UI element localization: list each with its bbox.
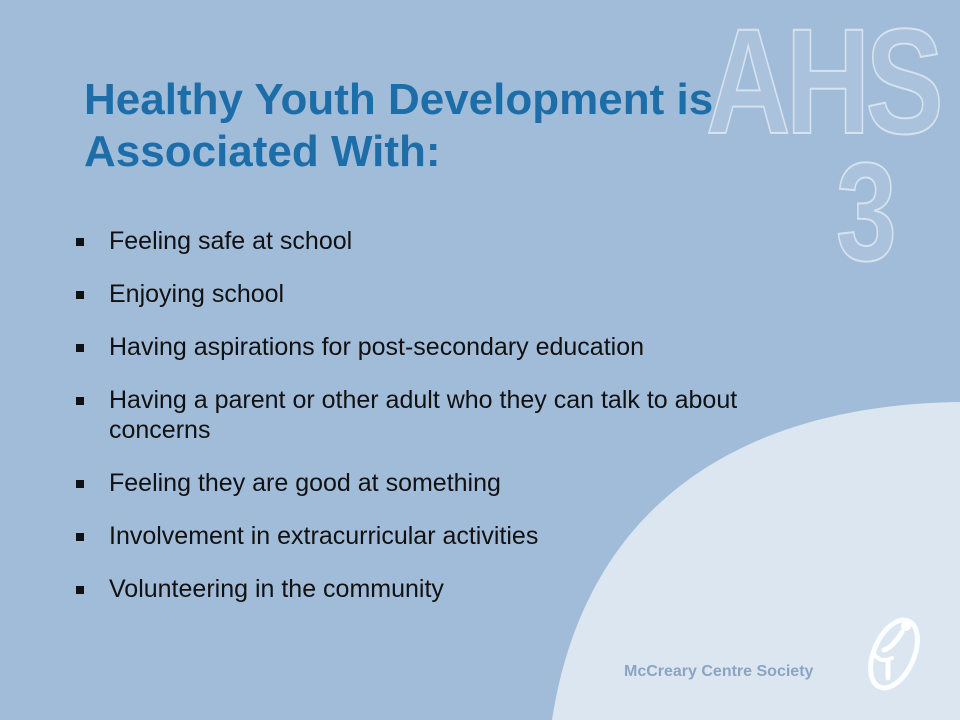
bullet-item xyxy=(76,468,796,498)
bullet-text: Feeling safe at school xyxy=(109,227,353,255)
square-bullet-icon xyxy=(76,586,84,594)
square-bullet-icon xyxy=(76,397,84,405)
bullet-item xyxy=(76,332,796,362)
bullet-text: Having aspirations for post-secondary education xyxy=(109,333,645,361)
bullet-item xyxy=(76,385,796,445)
bullet-item xyxy=(76,521,796,551)
mccreary-logo-icon xyxy=(858,608,938,698)
bullet-text: Enjoying school xyxy=(109,280,285,308)
square-bullet-icon xyxy=(76,480,84,488)
square-bullet-icon xyxy=(76,344,84,352)
watermark-ahs: AHS xyxy=(706,0,939,165)
bullet-item xyxy=(76,226,796,256)
bullet-text: Having a parent or other adult who they can talk to about concerns xyxy=(109,386,738,444)
square-bullet-icon xyxy=(76,533,84,541)
watermark-number: 3 xyxy=(836,133,893,290)
bullet-text: Volunteering in the community xyxy=(109,575,444,603)
bullet-item xyxy=(76,574,796,604)
footer-organization: McCreary Centre Society xyxy=(624,663,814,680)
bullet-text: Involvement in extracurricular activities xyxy=(109,522,539,550)
bullet-list xyxy=(76,226,796,627)
bullet-item xyxy=(76,279,796,309)
slide-title: Healthy Youth Development is Associated With: xyxy=(84,75,714,176)
bullet-text: Feeling they are good at something xyxy=(109,469,501,497)
square-bullet-icon xyxy=(76,291,84,299)
square-bullet-icon xyxy=(76,238,84,246)
